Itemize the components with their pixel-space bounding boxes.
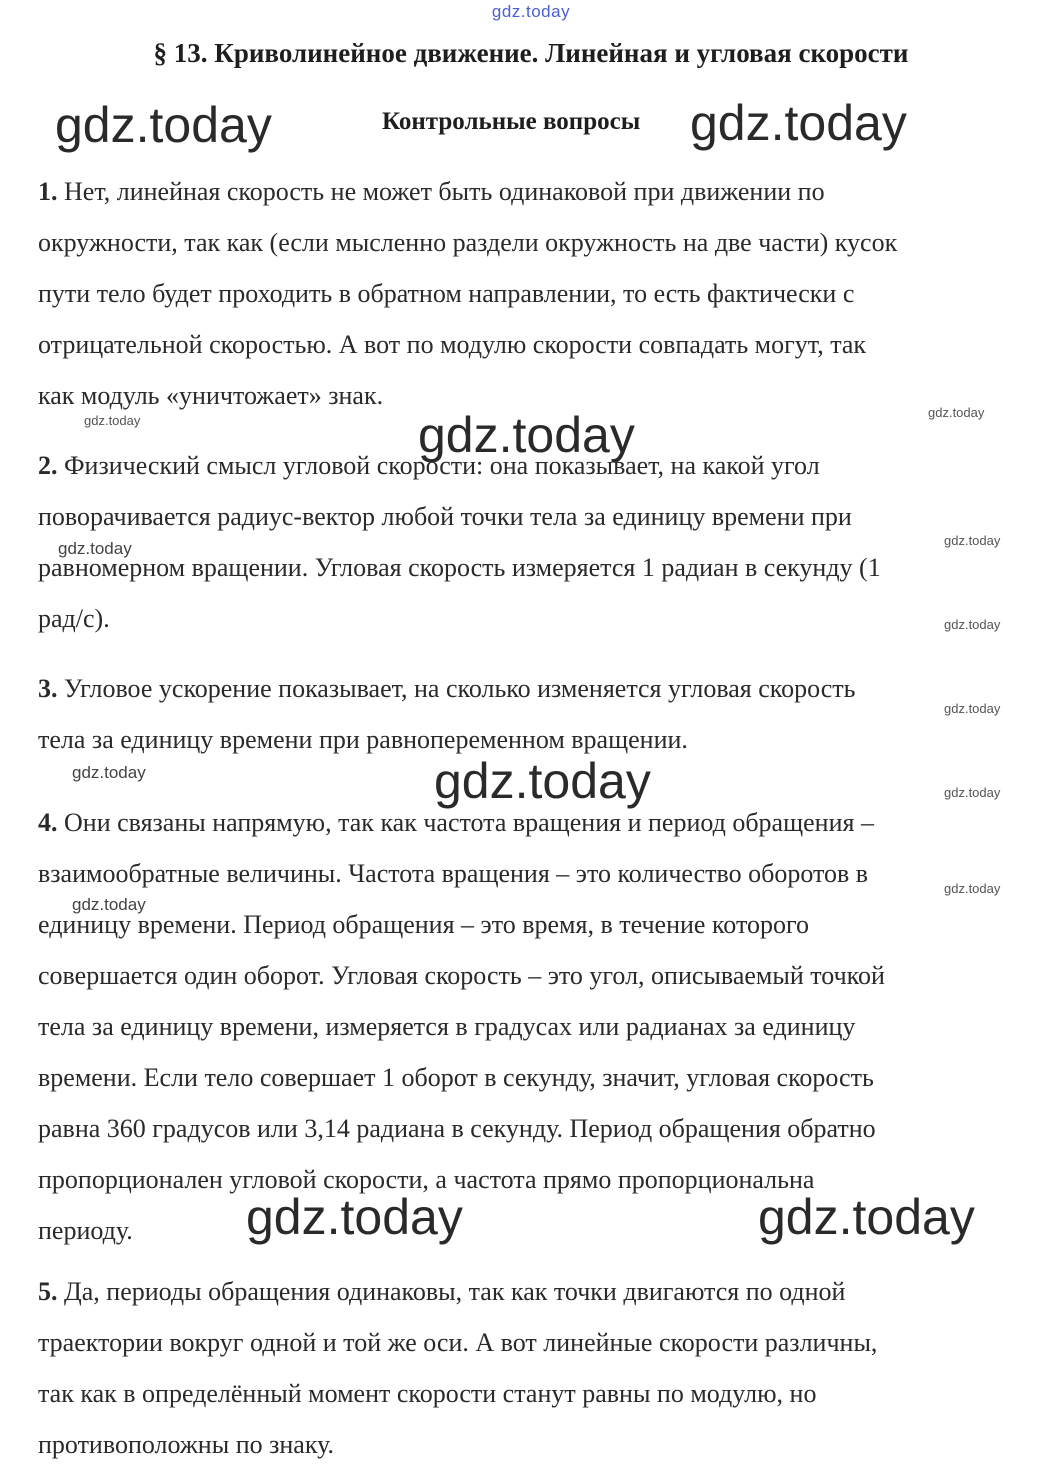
watermark-small: gdz.today — [944, 785, 1001, 800]
watermark-large: gdz.today — [418, 407, 635, 463]
answer-text: Они связаны напрямую, так как частота вращения и период обращения – взаимообратные величины. Частота вращения – это количество оборотов в единицу времени. Период обращения – это время, в течение которого совершается один оборот. Угловая скорость – это угол, описываемый точкой тела за единицу времени, измеряется в градусах или радианах за единицу времени. Если тело совершает 1 оборот в секунду, значит, угловая скорость равна 360 градусов или 3,14 радиана в секунду. Период обращения обратно пропорционален угловой скорости, а частота прямо пропорциональна периоду. — [38, 808, 885, 1245]
section-subtitle: Контрольные вопросы — [382, 108, 641, 135]
watermark-small: gdz.today — [72, 763, 146, 782]
watermark-small: gdz.today — [944, 701, 1001, 716]
watermark-small: gdz.today — [58, 539, 132, 558]
answer-text: Нет, линейная скорость не может быть одинаковой при движении по окружности, так как (если мысленно раздели окружность на две части) кусок пути тело будет проходить в обратном направлении, то есть фактически с отрицательной скоростью. А вот по модулю скорости совпадать могут, так как модуль «уничтожает» знак. — [38, 177, 898, 410]
watermark-small: gdz.today — [84, 413, 141, 428]
answer-text: Угловое ускорение показывает, на сколько изменяется угловая скорость тела за единицу времени при равнопеременном вращении. — [38, 674, 856, 754]
watermark-large: gdz.today — [55, 97, 272, 153]
answer-number: 3. — [38, 674, 58, 703]
watermark-small: gdz.today — [944, 881, 1001, 896]
answer-number: 5. — [38, 1277, 58, 1306]
section-title: § 13. Криволинейное движение. Линейная и угловая скорости — [153, 38, 909, 68]
watermark-small: gdz.today — [72, 895, 146, 914]
watermark-small: gdz.today — [928, 405, 985, 420]
watermark-small: gdz.today — [944, 533, 1001, 548]
watermark-large: gdz.today — [690, 95, 907, 151]
watermark-large: gdz.today — [758, 1189, 975, 1245]
watermark-large: gdz.today — [434, 753, 651, 809]
answer-2 — [38, 440, 1028, 644]
answer-5 — [38, 1266, 1028, 1470]
answer-number: 4. — [38, 808, 58, 837]
watermark-small: gdz.today — [944, 617, 1001, 632]
answer-1 — [38, 166, 1028, 421]
top-watermark: gdz.today — [491, 2, 571, 21]
answer-number: 2. — [38, 451, 58, 480]
answer-number: 1. — [38, 177, 58, 206]
answer-4 — [38, 797, 1028, 1256]
answer-text: Физический смысл угловой скорости: она показывает, на какой угол поворачивается радиус-вектор любой точки тела за единицу времени при равномерном вращении. Угловая скорость измеряется 1 радиан в секунду (1 рад/с). — [38, 451, 881, 633]
answer-text: Да, периоды обращения одинаковы, так как точки двигаются по одной траектории вокруг одной и той же оси. А вот линейные скорости различны, так как в определённый момент скорости станут равны по модулю, но противоположны по знаку. — [38, 1277, 878, 1459]
answer-3 — [38, 663, 1028, 765]
watermark-large: gdz.today — [246, 1189, 463, 1245]
